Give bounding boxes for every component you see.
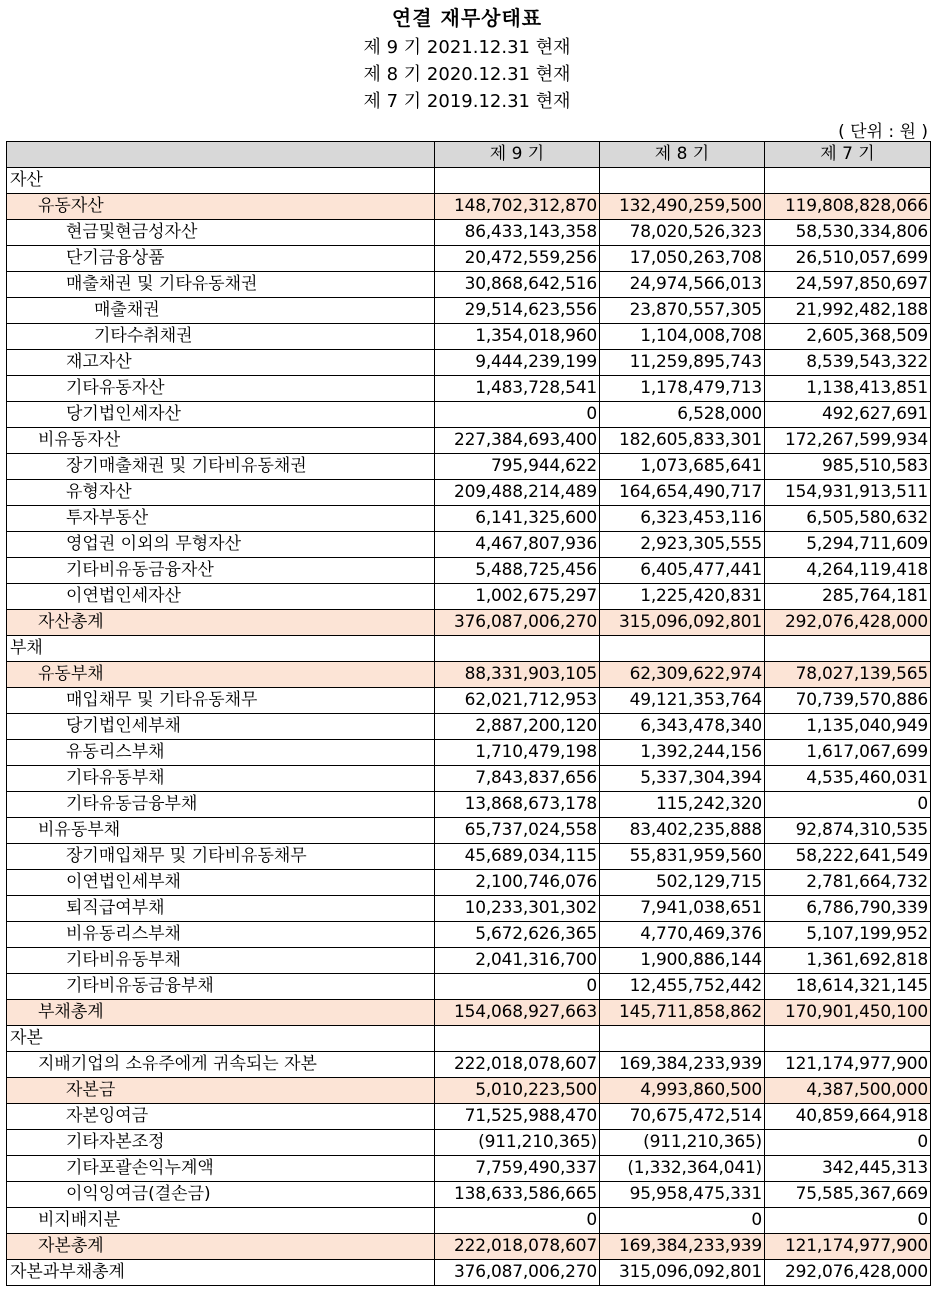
value-cell: 6,343,478,340 bbox=[600, 714, 765, 740]
table-row bbox=[7, 1078, 931, 1104]
value-cell: 71,525,988,470 bbox=[435, 1104, 600, 1130]
value-cell: 1,002,675,297 bbox=[435, 584, 600, 610]
table-row bbox=[7, 922, 931, 948]
table-row bbox=[7, 844, 931, 870]
value-cell: 70,739,570,886 bbox=[765, 688, 931, 714]
value-cell: 0 bbox=[765, 1130, 931, 1156]
value-cell: 58,530,334,806 bbox=[765, 220, 931, 246]
value-cell: 502,129,715 bbox=[600, 870, 765, 896]
value-cell: 6,141,325,600 bbox=[435, 506, 600, 532]
table-row bbox=[7, 194, 931, 220]
table-row bbox=[7, 740, 931, 766]
value-cell: 45,689,034,115 bbox=[435, 844, 600, 870]
value-cell: 26,510,057,699 bbox=[765, 246, 931, 272]
value-cell: 5,488,725,456 bbox=[435, 558, 600, 584]
table-row bbox=[7, 584, 931, 610]
value-cell: 376,087,006,270 bbox=[435, 610, 600, 636]
value-cell: 12,455,752,442 bbox=[600, 974, 765, 1000]
value-cell: 1,138,413,851 bbox=[765, 376, 931, 402]
value-cell: 58,222,641,549 bbox=[765, 844, 931, 870]
value-cell: 23,870,557,305 bbox=[600, 298, 765, 324]
value-cell bbox=[765, 168, 931, 194]
table-row bbox=[7, 766, 931, 792]
value-cell: 119,808,828,066 bbox=[765, 194, 931, 220]
row-label: 현금및현금성자산 bbox=[7, 220, 435, 246]
value-cell: 4,993,860,500 bbox=[600, 1078, 765, 1104]
row-label: 비유동자산 bbox=[7, 428, 435, 454]
row-label: 비지배지분 bbox=[7, 1208, 435, 1234]
value-cell: 182,605,833,301 bbox=[600, 428, 765, 454]
value-cell: 170,901,450,100 bbox=[765, 1000, 931, 1026]
value-cell: 62,021,712,953 bbox=[435, 688, 600, 714]
table-row bbox=[7, 428, 931, 454]
value-cell: 6,786,790,339 bbox=[765, 896, 931, 922]
table-row bbox=[7, 662, 931, 688]
table-row bbox=[7, 1026, 931, 1052]
value-cell bbox=[435, 168, 600, 194]
value-cell: 1,361,692,818 bbox=[765, 948, 931, 974]
row-label: 기타비유동금융부채 bbox=[7, 974, 435, 1000]
value-cell: 4,387,500,000 bbox=[765, 1078, 931, 1104]
table-row bbox=[7, 272, 931, 298]
row-label: 자본금 bbox=[7, 1078, 435, 1104]
value-cell: (1,332,364,041) bbox=[600, 1156, 765, 1182]
value-cell: 209,488,214,489 bbox=[435, 480, 600, 506]
value-cell: 222,018,078,607 bbox=[435, 1234, 600, 1260]
row-label: 기타유동자산 bbox=[7, 376, 435, 402]
table-row bbox=[7, 1182, 931, 1208]
table-row bbox=[7, 1156, 931, 1182]
row-label: 매출채권 bbox=[7, 298, 435, 324]
row-label: 유동자산 bbox=[7, 194, 435, 220]
value-cell: 164,654,490,717 bbox=[600, 480, 765, 506]
value-cell: 62,309,622,974 bbox=[600, 662, 765, 688]
value-cell: 1,104,008,708 bbox=[600, 324, 765, 350]
value-cell: 132,490,259,500 bbox=[600, 194, 765, 220]
row-label: 자본잉여금 bbox=[7, 1104, 435, 1130]
row-label: 비유동리스부채 bbox=[7, 922, 435, 948]
row-label: 이연법인세자산 bbox=[7, 584, 435, 610]
value-cell: 115,242,320 bbox=[600, 792, 765, 818]
value-cell: 6,323,453,116 bbox=[600, 506, 765, 532]
row-label: 유동부채 bbox=[7, 662, 435, 688]
period-line-8: 제 8 기 2020.12.31 현재 bbox=[363, 64, 571, 85]
value-cell: 1,900,886,144 bbox=[600, 948, 765, 974]
value-cell: 92,874,310,535 bbox=[765, 818, 931, 844]
value-cell bbox=[765, 1026, 931, 1052]
row-label: 지배기업의 소유주에게 귀속되는 자본 bbox=[7, 1052, 435, 1078]
header-period-7: 제 7 기 bbox=[765, 142, 931, 168]
value-cell: 6,505,580,632 bbox=[765, 506, 931, 532]
value-cell: 2,041,316,700 bbox=[435, 948, 600, 974]
table-row bbox=[7, 974, 931, 1000]
row-label: 영업권 이외의 무형자산 bbox=[7, 532, 435, 558]
value-cell: 5,672,626,365 bbox=[435, 922, 600, 948]
row-label: 부채 bbox=[7, 636, 435, 662]
table-row bbox=[7, 1052, 931, 1078]
value-cell: 1,225,420,831 bbox=[600, 584, 765, 610]
row-label: 투자부동산 bbox=[7, 506, 435, 532]
value-cell: 13,868,673,178 bbox=[435, 792, 600, 818]
row-label: 기타비유동금융자산 bbox=[7, 558, 435, 584]
row-label: 단기금융상품 bbox=[7, 246, 435, 272]
row-label: 기타유동금융부채 bbox=[7, 792, 435, 818]
value-cell: 17,050,263,708 bbox=[600, 246, 765, 272]
value-cell: 0 bbox=[600, 1208, 765, 1234]
row-label: 당기법인세자산 bbox=[7, 402, 435, 428]
row-label: 이연법인세부채 bbox=[7, 870, 435, 896]
table-row bbox=[7, 402, 931, 428]
value-cell bbox=[765, 636, 931, 662]
value-cell: 795,944,622 bbox=[435, 454, 600, 480]
value-cell: 83,402,235,888 bbox=[600, 818, 765, 844]
value-cell: 86,433,143,358 bbox=[435, 220, 600, 246]
table-row bbox=[7, 792, 931, 818]
value-cell: 7,941,038,651 bbox=[600, 896, 765, 922]
header-period-9: 제 9 기 bbox=[435, 142, 600, 168]
value-cell: 88,331,903,105 bbox=[435, 662, 600, 688]
table-row bbox=[7, 376, 931, 402]
value-cell: 10,233,301,302 bbox=[435, 896, 600, 922]
table-row bbox=[7, 948, 931, 974]
value-cell: 95,958,475,331 bbox=[600, 1182, 765, 1208]
table-row bbox=[7, 506, 931, 532]
row-label: 자본과부채총계 bbox=[7, 1260, 435, 1286]
row-label: 이익잉여금(결손금) bbox=[7, 1182, 435, 1208]
value-cell: 1,483,728,541 bbox=[435, 376, 600, 402]
value-cell: 4,770,469,376 bbox=[600, 922, 765, 948]
value-cell: 138,633,586,665 bbox=[435, 1182, 600, 1208]
value-cell: 292,076,428,000 bbox=[765, 610, 931, 636]
row-label: 자산총계 bbox=[7, 610, 435, 636]
table-row bbox=[7, 714, 931, 740]
value-cell: 227,384,693,400 bbox=[435, 428, 600, 454]
row-label: 당기법인세부채 bbox=[7, 714, 435, 740]
value-cell: 154,068,927,663 bbox=[435, 1000, 600, 1026]
value-cell: 6,528,000 bbox=[600, 402, 765, 428]
table-row bbox=[7, 168, 931, 194]
value-cell: 0 bbox=[435, 1208, 600, 1234]
table-row bbox=[7, 324, 931, 350]
table-row bbox=[7, 1260, 931, 1286]
value-cell: 4,264,119,418 bbox=[765, 558, 931, 584]
row-label: 부채총계 bbox=[7, 1000, 435, 1026]
value-cell: 1,392,244,156 bbox=[600, 740, 765, 766]
header-period-8: 제 8 기 bbox=[600, 142, 765, 168]
value-cell: 40,859,664,918 bbox=[765, 1104, 931, 1130]
value-cell: 0 bbox=[765, 1208, 931, 1234]
table-row bbox=[7, 896, 931, 922]
table-row bbox=[7, 610, 931, 636]
value-cell: 6,405,477,441 bbox=[600, 558, 765, 584]
value-cell: 5,294,711,609 bbox=[765, 532, 931, 558]
value-cell: 1,710,479,198 bbox=[435, 740, 600, 766]
value-cell bbox=[600, 168, 765, 194]
value-cell: 70,675,472,514 bbox=[600, 1104, 765, 1130]
value-cell bbox=[600, 636, 765, 662]
value-cell: 24,974,566,013 bbox=[600, 272, 765, 298]
value-cell: 7,843,837,656 bbox=[435, 766, 600, 792]
value-cell: 145,711,858,862 bbox=[600, 1000, 765, 1026]
row-label: 재고자산 bbox=[7, 350, 435, 376]
row-label: 매출채권 및 기타유동채권 bbox=[7, 272, 435, 298]
value-cell: 285,764,181 bbox=[765, 584, 931, 610]
table-row bbox=[7, 1000, 931, 1026]
value-cell: 1,178,479,713 bbox=[600, 376, 765, 402]
value-cell: 492,627,691 bbox=[765, 402, 931, 428]
value-cell: 20,472,559,256 bbox=[435, 246, 600, 272]
table-row bbox=[7, 1208, 931, 1234]
value-cell: 11,259,895,743 bbox=[600, 350, 765, 376]
value-cell: 169,384,233,939 bbox=[600, 1052, 765, 1078]
value-cell: 1,073,685,641 bbox=[600, 454, 765, 480]
value-cell: 0 bbox=[435, 402, 600, 428]
table-row bbox=[7, 1104, 931, 1130]
value-cell: 5,107,199,952 bbox=[765, 922, 931, 948]
table-row bbox=[7, 246, 931, 272]
value-cell: 5,010,223,500 bbox=[435, 1078, 600, 1104]
row-label: 기타비유동부채 bbox=[7, 948, 435, 974]
value-cell: 0 bbox=[435, 974, 600, 1000]
value-cell: 148,702,312,870 bbox=[435, 194, 600, 220]
value-cell bbox=[435, 636, 600, 662]
value-cell: 18,614,321,145 bbox=[765, 974, 931, 1000]
unit-label: ( 단위 : 원 ) bbox=[838, 122, 928, 142]
row-label: 퇴직급여부채 bbox=[7, 896, 435, 922]
value-cell: 65,737,024,558 bbox=[435, 818, 600, 844]
value-cell: 985,510,583 bbox=[765, 454, 931, 480]
table-row bbox=[7, 298, 931, 324]
table-row bbox=[7, 818, 931, 844]
value-cell: 9,444,239,199 bbox=[435, 350, 600, 376]
value-cell: 2,100,746,076 bbox=[435, 870, 600, 896]
row-label: 자산 bbox=[7, 168, 435, 194]
table-row bbox=[7, 454, 931, 480]
row-label: 장기매출채권 및 기타비유동채권 bbox=[7, 454, 435, 480]
period-line-7: 제 7 기 2019.12.31 현재 bbox=[363, 91, 571, 112]
value-cell: 8,539,543,322 bbox=[765, 350, 931, 376]
value-cell: (911,210,365) bbox=[435, 1130, 600, 1156]
table-row bbox=[7, 558, 931, 584]
value-cell: 24,597,850,697 bbox=[765, 272, 931, 298]
period-line-9: 제 9 기 2021.12.31 현재 bbox=[363, 37, 571, 58]
value-cell: 75,585,367,669 bbox=[765, 1182, 931, 1208]
value-cell: 7,759,490,337 bbox=[435, 1156, 600, 1182]
statement-title: 연결 재무상태표 bbox=[391, 6, 543, 30]
balance-sheet-table bbox=[6, 141, 931, 1286]
value-cell: 154,931,913,511 bbox=[765, 480, 931, 506]
table-row bbox=[7, 480, 931, 506]
value-cell: 315,096,092,801 bbox=[600, 1260, 765, 1286]
value-cell: 49,121,353,764 bbox=[600, 688, 765, 714]
table-header-row bbox=[7, 142, 931, 168]
value-cell: 4,467,807,936 bbox=[435, 532, 600, 558]
value-cell bbox=[435, 1026, 600, 1052]
value-cell: 1,617,067,699 bbox=[765, 740, 931, 766]
value-cell: 5,337,304,394 bbox=[600, 766, 765, 792]
header-account bbox=[7, 142, 435, 168]
value-cell: 29,514,623,556 bbox=[435, 298, 600, 324]
value-cell: 315,096,092,801 bbox=[600, 610, 765, 636]
row-label: 기타자본조정 bbox=[7, 1130, 435, 1156]
table-body bbox=[7, 168, 931, 1286]
table-row bbox=[7, 688, 931, 714]
row-label: 기타유동부채 bbox=[7, 766, 435, 792]
row-label: 비유동부채 bbox=[7, 818, 435, 844]
value-cell: 222,018,078,607 bbox=[435, 1052, 600, 1078]
value-cell: 172,267,599,934 bbox=[765, 428, 931, 454]
value-cell: 292,076,428,000 bbox=[765, 1260, 931, 1286]
value-cell: (911,210,365) bbox=[600, 1130, 765, 1156]
value-cell: 4,535,460,031 bbox=[765, 766, 931, 792]
value-cell: 376,087,006,270 bbox=[435, 1260, 600, 1286]
table-row bbox=[7, 532, 931, 558]
value-cell: 121,174,977,900 bbox=[765, 1052, 931, 1078]
row-label: 유동리스부채 bbox=[7, 740, 435, 766]
value-cell: 121,174,977,900 bbox=[765, 1234, 931, 1260]
row-label: 유형자산 bbox=[7, 480, 435, 506]
value-cell: 342,445,313 bbox=[765, 1156, 931, 1182]
value-cell: 2,605,368,509 bbox=[765, 324, 931, 350]
value-cell: 21,992,482,188 bbox=[765, 298, 931, 324]
value-cell: 78,027,139,565 bbox=[765, 662, 931, 688]
value-cell: 0 bbox=[765, 792, 931, 818]
table-row bbox=[7, 350, 931, 376]
value-cell: 55,831,959,560 bbox=[600, 844, 765, 870]
value-cell: 30,868,642,516 bbox=[435, 272, 600, 298]
value-cell: 1,354,018,960 bbox=[435, 324, 600, 350]
row-label: 기타포괄손익누계액 bbox=[7, 1156, 435, 1182]
value-cell: 1,135,040,949 bbox=[765, 714, 931, 740]
value-cell: 2,923,305,555 bbox=[600, 532, 765, 558]
row-label: 자본총계 bbox=[7, 1234, 435, 1260]
row-label: 기타수취채권 bbox=[7, 324, 435, 350]
value-cell bbox=[600, 1026, 765, 1052]
table-row bbox=[7, 1130, 931, 1156]
table-row bbox=[7, 870, 931, 896]
table-row bbox=[7, 636, 931, 662]
row-label: 장기매입채무 및 기타비유동채무 bbox=[7, 844, 435, 870]
row-label: 자본 bbox=[7, 1026, 435, 1052]
value-cell: 169,384,233,939 bbox=[600, 1234, 765, 1260]
table-row bbox=[7, 220, 931, 246]
value-cell: 2,781,664,732 bbox=[765, 870, 931, 896]
row-label: 매입채무 및 기타유동채무 bbox=[7, 688, 435, 714]
table-row bbox=[7, 1234, 931, 1260]
value-cell: 78,020,526,323 bbox=[600, 220, 765, 246]
value-cell: 2,887,200,120 bbox=[435, 714, 600, 740]
